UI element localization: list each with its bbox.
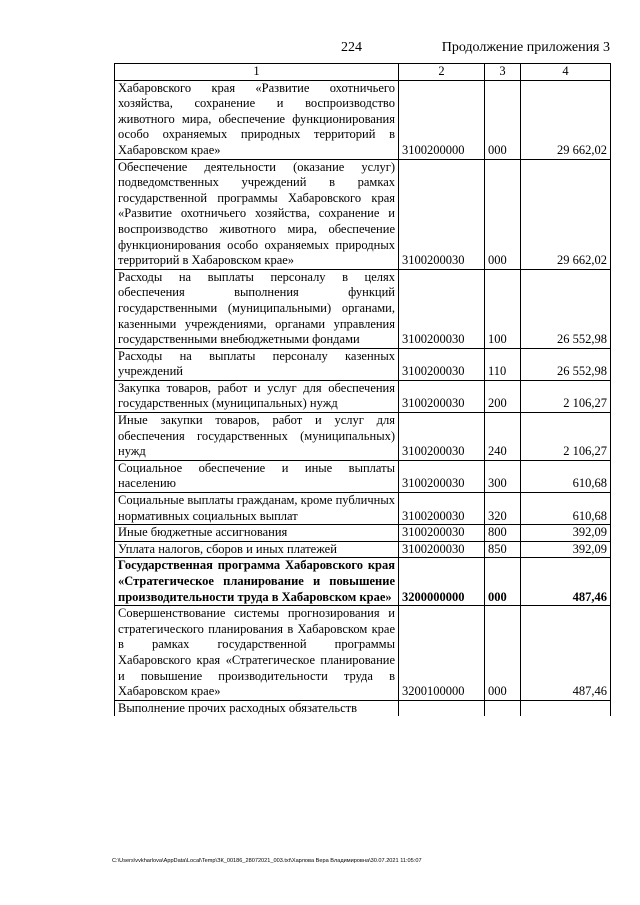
row-code-cell: 3100200030 [399, 348, 485, 380]
row-type-cell [485, 700, 521, 716]
row-amount-cell: 2 106,27 [521, 380, 611, 412]
column-header: 2 [399, 64, 485, 81]
table-row [115, 80, 611, 159]
row-name-cell: Выполнение прочих расходных обязательств [115, 700, 399, 716]
row-type-cell: 800 [485, 525, 521, 542]
row-name-cell: Хабаровского края «Развитие охотничьего хозяйства, сохранение и воспроизводство животного мира, обеспечение функционирования особо охраняемых природных территорий в Хабаровском крае» [115, 80, 399, 159]
column-header: 4 [521, 64, 611, 81]
table-row [115, 493, 611, 525]
row-name-cell: Социальные выплаты гражданам, кроме публичных нормативных социальных выплат [115, 493, 399, 525]
row-type-cell: 100 [485, 269, 521, 348]
row-code-cell: 3100200030 [399, 159, 485, 269]
row-type-cell: 110 [485, 348, 521, 380]
row-code-cell: 3100200000 [399, 80, 485, 159]
column-header: 1 [115, 64, 399, 81]
row-type-cell: 850 [485, 541, 521, 558]
table-row [115, 460, 611, 492]
table-header-row [115, 64, 611, 81]
column-header: 3 [485, 64, 521, 81]
table-row [115, 159, 611, 269]
row-code-cell: 3100200030 [399, 541, 485, 558]
table-row [115, 606, 611, 701]
row-amount-cell: 26 552,98 [521, 348, 611, 380]
row-name-cell: Иные закупки товаров, работ и услуг для обеспечения государственных (муниципальных) нужд [115, 413, 399, 461]
row-amount-cell: 2 106,27 [521, 413, 611, 461]
table-row [115, 525, 611, 542]
row-type-cell: 000 [485, 558, 521, 606]
row-name-cell: Расходы на выплаты персоналу в целях обеспечения выполнения функций государственными (муниципальными) органами, казенными учреждениями, органами управления государственными внебюджетными фондами [115, 269, 399, 348]
row-amount-cell: 26 552,98 [521, 269, 611, 348]
row-code-cell: 3100200030 [399, 460, 485, 492]
file-path-footer: C:\Users\vvkharlova\AppData\Local\Temp\ЗК_00186_28072021_003.txt\Харлова Вера Владимировна\30.07.2021 11:05:07 [112, 858, 422, 864]
table-row [115, 413, 611, 461]
table-row [115, 380, 611, 412]
row-amount-cell: 487,46 [521, 606, 611, 701]
row-name-cell: Иные бюджетные ассигнования [115, 525, 399, 542]
table-row [115, 700, 611, 716]
row-code-cell: 3100200030 [399, 269, 485, 348]
row-name-cell: Уплата налогов, сборов и иных платежей [115, 541, 399, 558]
row-amount-cell [521, 700, 611, 716]
page-number: 224 [341, 40, 362, 55]
row-code-cell: 3200100000 [399, 606, 485, 701]
row-name-cell: Расходы на выплаты персоналу казенных учреждений [115, 348, 399, 380]
row-code-cell: 3100200030 [399, 380, 485, 412]
row-code-cell: 3200000000 [399, 558, 485, 606]
row-name-cell: Социальное обеспечение и иные выплаты населению [115, 460, 399, 492]
row-type-cell: 300 [485, 460, 521, 492]
row-code-cell: 3100200030 [399, 493, 485, 525]
row-amount-cell: 392,09 [521, 541, 611, 558]
row-amount-cell: 610,68 [521, 493, 611, 525]
table-row [115, 541, 611, 558]
row-type-cell: 000 [485, 606, 521, 701]
table-row [115, 558, 611, 606]
row-type-cell: 000 [485, 159, 521, 269]
row-name-cell: Совершенствование системы прогнозирования и стратегического планирования в Хабаровском крае в рамках государственной программы Хабаровского края «Стратегическое планирование и повышение производительности труда в Хабаровском крае» [115, 606, 399, 701]
row-amount-cell: 392,09 [521, 525, 611, 542]
row-type-cell: 000 [485, 80, 521, 159]
row-name-cell: Обеспечение деятельности (оказание услуг) подведомственных учреждений в рамках государственной программы Хабаровского края «Развитие охотничьего хозяйства, сохранение и воспроизводство животного мира, обеспечение функционирования особо охраняемых природных территорий в Хабаровском крае» [115, 159, 399, 269]
budget-table [114, 63, 611, 716]
row-type-cell: 320 [485, 493, 521, 525]
row-code-cell [399, 700, 485, 716]
row-amount-cell: 487,46 [521, 558, 611, 606]
row-name-cell: Закупка товаров, работ и услуг для обеспечения государственных (муниципальных) нужд [115, 380, 399, 412]
table-row [115, 348, 611, 380]
row-name-cell: Государственная программа Хабаровского края «Стратегическое планирование и повышение производительности труда в Хабаровском крае» [115, 558, 399, 606]
row-amount-cell: 610,68 [521, 460, 611, 492]
row-amount-cell: 29 662,02 [521, 80, 611, 159]
row-type-cell: 240 [485, 413, 521, 461]
table-row [115, 269, 611, 348]
row-code-cell: 3100200030 [399, 525, 485, 542]
row-amount-cell: 29 662,02 [521, 159, 611, 269]
continuation-title: Продолжение приложения 3 [441, 40, 610, 55]
row-code-cell: 3100200030 [399, 413, 485, 461]
row-type-cell: 200 [485, 380, 521, 412]
